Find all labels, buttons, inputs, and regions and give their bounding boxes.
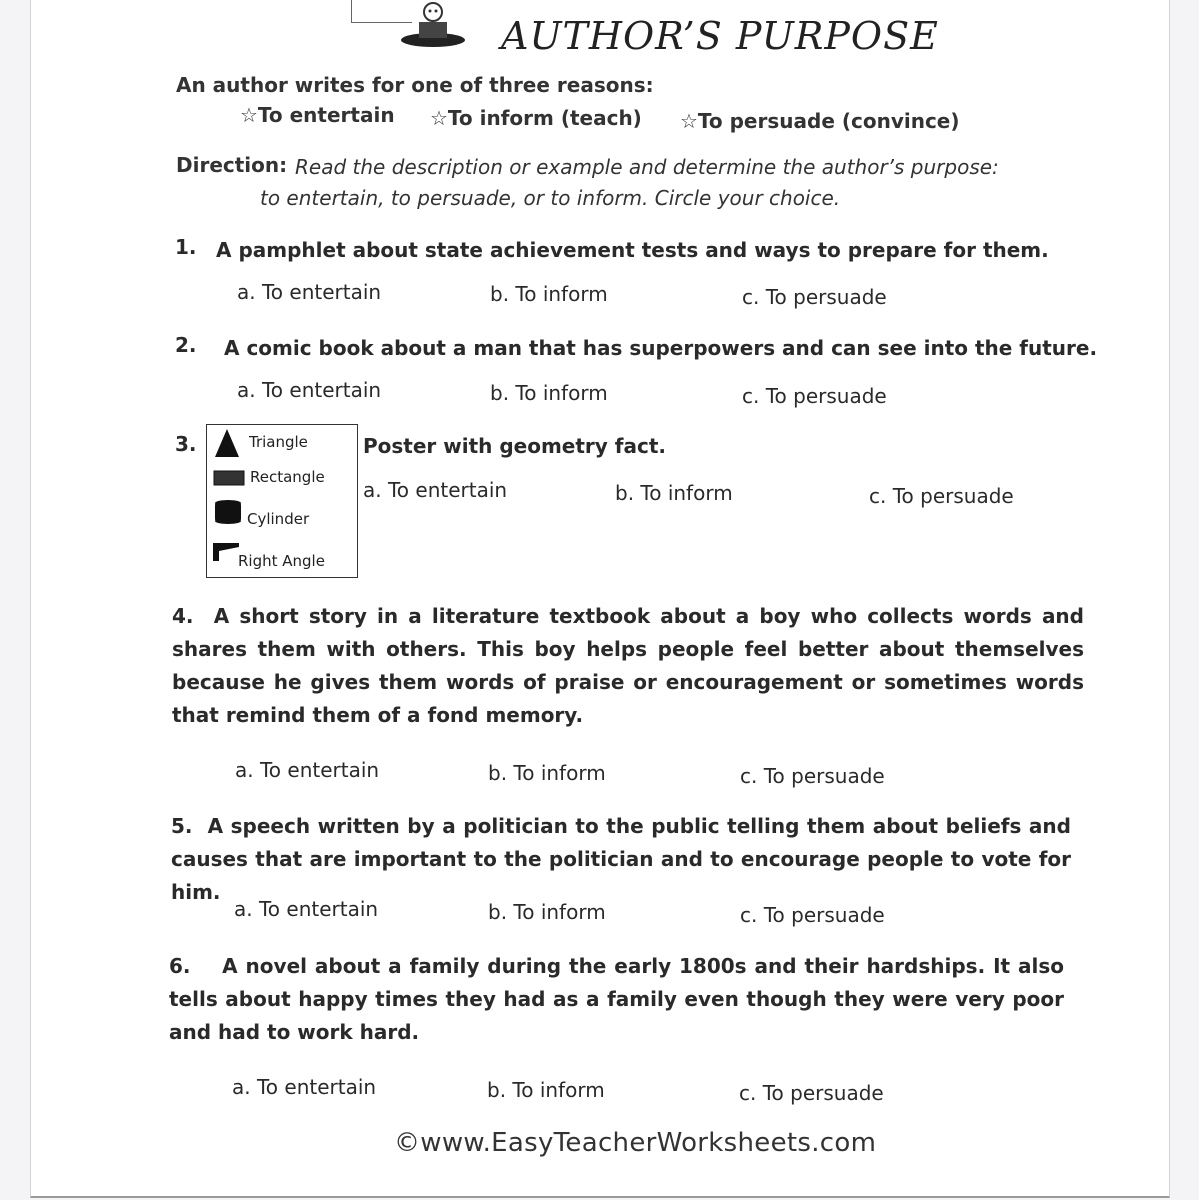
- question-2-choice-a[interactable]: a. To entertain: [237, 378, 382, 402]
- geometry-poster: [206, 424, 358, 578]
- question-2-text: A comic book about a man that has superpowers and can see into the future.: [224, 336, 1098, 360]
- question-6-text: A novel about a family during the early 1800s and their hardships. It also tells about happy times they had as a family even though they were very poor and had to work hard.: [169, 954, 1064, 1044]
- question-1-choice-b[interactable]: b. To inform: [490, 282, 608, 306]
- question-5-choice-b[interactable]: b. To inform: [488, 900, 606, 924]
- direction-line-1: Read the description or example and determine the author’s purpose:: [295, 155, 999, 179]
- question-5-choice-a[interactable]: a. To entertain: [234, 897, 379, 921]
- reason-inform: ☆To inform (teach): [430, 106, 642, 130]
- question-5-number: 5.: [171, 814, 193, 838]
- question-1-choice-a[interactable]: a. To entertain: [237, 280, 382, 304]
- question-3-choice-b[interactable]: b. To inform: [615, 481, 733, 505]
- shape-label-right-angle: Right Angle: [238, 552, 325, 570]
- question-4-choice-a[interactable]: a. To entertain: [235, 758, 380, 782]
- question-4-paragraph: [172, 600, 1084, 732]
- reason-persuade: ☆To persuade (convince): [680, 109, 960, 133]
- page-title: AUTHOR’S PURPOSE: [501, 14, 939, 58]
- question-6-choice-a[interactable]: a. To entertain: [232, 1075, 377, 1099]
- question-5-paragraph: [171, 810, 1071, 909]
- question-6-choice-c[interactable]: c. To persuade: [739, 1081, 884, 1105]
- question-4-choice-b[interactable]: b. To inform: [488, 761, 606, 785]
- question-6-choice-b[interactable]: b. To inform: [487, 1078, 605, 1102]
- question-3-choice-c[interactable]: c. To persuade: [869, 484, 1014, 508]
- shape-label-rectangle: Rectangle: [250, 468, 325, 486]
- question-2-number: 2.: [175, 333, 197, 357]
- question-5-text: A speech written by a politician to the public telling them about beliefs and causes that are important to the politician and to encourage people to vote for him.: [171, 814, 1071, 904]
- shape-label-triangle: Triangle: [249, 433, 308, 451]
- question-2-choice-b[interactable]: b. To inform: [490, 381, 608, 405]
- question-4-choice-c[interactable]: c. To persuade: [740, 764, 885, 788]
- intro-lead: An author writes for one of three reasons:: [176, 73, 654, 97]
- question-3-number: 3.: [175, 432, 197, 456]
- cylinder-icon: [213, 499, 243, 525]
- rectangle-icon: [213, 469, 245, 487]
- question-3-choice-a[interactable]: a. To entertain: [363, 478, 508, 502]
- question-3-text: Poster with geometry fact.: [363, 434, 667, 458]
- direction-line-2: to entertain, to persuade, or to inform. Circle your choice.: [260, 186, 841, 210]
- direction-label: Direction:: [176, 153, 288, 177]
- clipart-writer-icon: [397, 0, 469, 50]
- question-5-choice-c[interactable]: c. To persuade: [740, 903, 885, 927]
- question-4-number: 4.: [172, 604, 194, 628]
- question-1-choice-c[interactable]: c. To persuade: [742, 285, 887, 309]
- question-1-text: A pamphlet about state achievement tests and ways to prepare for them.: [216, 238, 1049, 262]
- question-6-number: 6.: [169, 954, 191, 978]
- reason-entertain: ☆To entertain: [240, 103, 395, 127]
- question-2-choice-c[interactable]: c. To persuade: [742, 384, 887, 408]
- question-4-text: A short story in a literature textbook about a boy who collects words and shares them with others. This boy helps people feel better about themselves because he gives them words of praise or encouragement or sometimes words that remind them of a fond memory.: [172, 604, 1084, 727]
- triangle-icon: [213, 427, 241, 459]
- right-angle-icon: [211, 541, 241, 563]
- shape-label-cylinder: Cylinder: [247, 510, 310, 528]
- question-6-paragraph: [169, 950, 1064, 1049]
- question-1-number: 1.: [175, 235, 197, 259]
- footer-copyright: ©www.EasyTeacherWorksheets.com: [394, 1128, 877, 1158]
